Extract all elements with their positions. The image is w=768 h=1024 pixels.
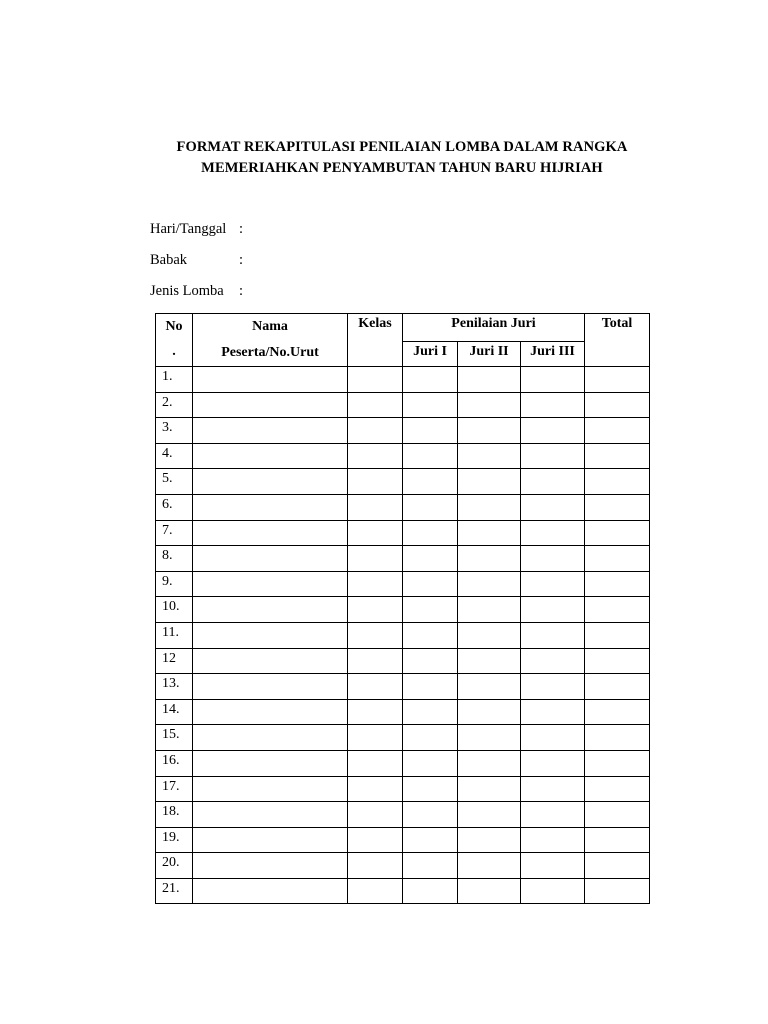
cell-no: 1. <box>156 367 193 393</box>
header-no-line-2: . <box>172 344 176 359</box>
cell-nama[interactable] <box>193 802 348 828</box>
cell-juri-2[interactable] <box>458 520 521 546</box>
cell-juri-1[interactable] <box>403 750 458 776</box>
cell-kelas[interactable] <box>348 699 403 725</box>
cell-juri-3[interactable] <box>521 853 585 879</box>
recap-table <box>155 313 650 904</box>
cell-juri-2[interactable] <box>458 469 521 495</box>
cell-juri-1[interactable] <box>403 827 458 853</box>
cell-nama[interactable] <box>193 853 348 879</box>
cell-juri-3[interactable] <box>521 750 585 776</box>
cell-kelas[interactable] <box>348 853 403 879</box>
cell-juri-1[interactable] <box>403 443 458 469</box>
cell-no: 15. <box>156 725 193 751</box>
cell-juri-2[interactable] <box>458 878 521 904</box>
cell-kelas[interactable] <box>348 827 403 853</box>
meta-babak <box>150 251 243 269</box>
cell-juri-2[interactable] <box>458 802 521 828</box>
cell-nama[interactable] <box>193 443 348 469</box>
cell-juri-1[interactable] <box>403 597 458 623</box>
cell-kelas[interactable] <box>348 443 403 469</box>
babak-label: Babak <box>150 252 188 268</box>
table-body <box>156 367 650 904</box>
cell-no: 20. <box>156 853 193 879</box>
cell-juri-1[interactable] <box>403 469 458 495</box>
cell-juri-2[interactable] <box>458 392 521 418</box>
table-row <box>156 750 650 776</box>
cell-nama[interactable] <box>193 597 348 623</box>
cell-juri-2[interactable] <box>458 674 521 700</box>
cell-kelas[interactable] <box>348 367 403 393</box>
cell-nama[interactable] <box>193 469 348 495</box>
cell-kelas[interactable] <box>348 648 403 674</box>
cell-juri-3[interactable] <box>521 546 585 572</box>
cell-nama[interactable] <box>193 520 348 546</box>
header-kelas: Kelas <box>348 314 403 367</box>
cell-juri-1[interactable] <box>403 648 458 674</box>
table-row <box>156 392 650 418</box>
cell-juri-2[interactable] <box>458 367 521 393</box>
table-row <box>156 469 650 495</box>
cell-juri-2[interactable] <box>458 597 521 623</box>
header-juri-2: Juri II <box>458 341 521 366</box>
cell-no: 6. <box>156 494 193 520</box>
cell-juri-1[interactable] <box>403 802 458 828</box>
title-line-1: FORMAT REKAPITULASI PENILAIAN LOMBA DALAM RANGKA <box>176 139 628 155</box>
cell-juri-2[interactable] <box>458 725 521 751</box>
title-line-2: MEMERIAHKAN PENYAMBUTAN TAHUN BARU HIJRIAH <box>201 160 603 176</box>
cell-kelas[interactable] <box>348 776 403 802</box>
cell-no: 19. <box>156 827 193 853</box>
table-row <box>156 725 650 751</box>
cell-nama[interactable] <box>193 546 348 572</box>
cell-total[interactable] <box>585 853 650 879</box>
cell-total[interactable] <box>585 443 650 469</box>
cell-juri-3[interactable] <box>521 469 585 495</box>
cell-juri-3[interactable] <box>521 776 585 802</box>
cell-no: 17. <box>156 776 193 802</box>
cell-juri-2[interactable] <box>458 418 521 444</box>
cell-no: 5. <box>156 469 193 495</box>
table-row <box>156 648 650 674</box>
cell-juri-3[interactable] <box>521 802 585 828</box>
table-row <box>156 827 650 853</box>
cell-total[interactable] <box>585 494 650 520</box>
cell-juri-2[interactable] <box>458 648 521 674</box>
cell-juri-3[interactable] <box>521 827 585 853</box>
cell-juri-3[interactable] <box>521 674 585 700</box>
cell-nama[interactable] <box>193 750 348 776</box>
cell-total[interactable] <box>585 622 650 648</box>
cell-juri-3[interactable] <box>521 520 585 546</box>
cell-total[interactable] <box>585 674 650 700</box>
cell-total[interactable] <box>585 392 650 418</box>
meta-jenis-lomba <box>150 282 243 300</box>
cell-juri-1[interactable] <box>403 367 458 393</box>
cell-juri-1[interactable] <box>403 776 458 802</box>
cell-nama[interactable] <box>193 827 348 853</box>
cell-total[interactable] <box>585 546 650 572</box>
cell-juri-2[interactable] <box>458 853 521 879</box>
cell-juri-1[interactable] <box>403 725 458 751</box>
hari-tanggal-colon: : <box>239 221 244 237</box>
cell-kelas[interactable] <box>348 469 403 495</box>
cell-juri-1[interactable] <box>403 418 458 444</box>
cell-nama[interactable] <box>193 418 348 444</box>
cell-nama[interactable] <box>193 699 348 725</box>
cell-no: 21. <box>156 878 193 904</box>
cell-juri-3[interactable] <box>521 597 585 623</box>
cell-nama[interactable] <box>193 367 348 393</box>
table-row <box>156 443 650 469</box>
header-total: Total <box>585 314 650 367</box>
cell-juri-2[interactable] <box>458 571 521 597</box>
cell-no: 11. <box>156 622 193 648</box>
cell-nama[interactable] <box>193 494 348 520</box>
cell-nama[interactable] <box>193 776 348 802</box>
hari-tanggal-label: Hari/Tanggal <box>150 221 227 237</box>
cell-juri-1[interactable] <box>403 674 458 700</box>
cell-kelas[interactable] <box>348 520 403 546</box>
jenis-lomba-label: Jenis Lomba <box>150 283 224 299</box>
cell-total[interactable] <box>585 597 650 623</box>
cell-nama[interactable] <box>193 674 348 700</box>
cell-no: 9. <box>156 571 193 597</box>
cell-kelas[interactable] <box>348 750 403 776</box>
cell-nama[interactable] <box>193 878 348 904</box>
cell-no: 8. <box>156 546 193 572</box>
cell-no: 3. <box>156 418 193 444</box>
cell-kelas[interactable] <box>348 494 403 520</box>
cell-kelas[interactable] <box>348 674 403 700</box>
cell-juri-2[interactable] <box>458 776 521 802</box>
header-no <box>156 314 193 367</box>
cell-kelas[interactable] <box>348 392 403 418</box>
cell-juri-2[interactable] <box>458 546 521 572</box>
cell-nama[interactable] <box>193 571 348 597</box>
cell-juri-1[interactable] <box>403 699 458 725</box>
cell-kelas[interactable] <box>348 622 403 648</box>
cell-juri-3[interactable] <box>521 494 585 520</box>
cell-nama[interactable] <box>193 392 348 418</box>
cell-nama[interactable] <box>193 648 348 674</box>
cell-juri-2[interactable] <box>458 699 521 725</box>
table-row <box>156 776 650 802</box>
cell-total[interactable] <box>585 418 650 444</box>
cell-juri-3[interactable] <box>521 648 585 674</box>
table-row <box>156 802 650 828</box>
cell-juri-2[interactable] <box>458 443 521 469</box>
cell-juri-3[interactable] <box>521 443 585 469</box>
table-row <box>156 878 650 904</box>
table-row <box>156 674 650 700</box>
cell-total[interactable] <box>585 469 650 495</box>
cell-juri-1[interactable] <box>403 853 458 879</box>
header-no-line-1: No <box>165 319 183 334</box>
cell-juri-2[interactable] <box>458 750 521 776</box>
header-nama-line-1: Nama <box>252 319 288 334</box>
cell-nama[interactable] <box>193 622 348 648</box>
header-juri-3: Juri III <box>521 341 585 366</box>
cell-no: 2. <box>156 392 193 418</box>
cell-juri-1[interactable] <box>403 571 458 597</box>
cell-kelas[interactable] <box>348 546 403 572</box>
cell-juri-1[interactable] <box>403 392 458 418</box>
cell-kelas[interactable] <box>348 418 403 444</box>
table-row <box>156 597 650 623</box>
cell-kelas[interactable] <box>348 878 403 904</box>
cell-total[interactable] <box>585 750 650 776</box>
cell-no: 18. <box>156 802 193 828</box>
table-row <box>156 367 650 393</box>
header-juri-1: Juri I <box>403 341 458 366</box>
table-row <box>156 494 650 520</box>
cell-nama[interactable] <box>193 725 348 751</box>
cell-kelas[interactable] <box>348 571 403 597</box>
cell-juri-1[interactable] <box>403 878 458 904</box>
cell-juri-1[interactable] <box>403 546 458 572</box>
cell-total[interactable] <box>585 725 650 751</box>
cell-total[interactable] <box>585 827 650 853</box>
cell-total[interactable] <box>585 367 650 393</box>
cell-no: 16. <box>156 750 193 776</box>
cell-juri-3[interactable] <box>521 571 585 597</box>
table-row <box>156 546 650 572</box>
cell-total[interactable] <box>585 520 650 546</box>
cell-juri-2[interactable] <box>458 827 521 853</box>
header-nama <box>193 314 348 367</box>
cell-total[interactable] <box>585 699 650 725</box>
cell-juri-3[interactable] <box>521 622 585 648</box>
cell-juri-3[interactable] <box>521 367 585 393</box>
cell-juri-3[interactable] <box>521 418 585 444</box>
header-penilaian-juri: Penilaian Juri <box>403 314 585 342</box>
table-row <box>156 571 650 597</box>
cell-kelas[interactable] <box>348 597 403 623</box>
table-row <box>156 699 650 725</box>
cell-kelas[interactable] <box>348 725 403 751</box>
cell-total[interactable] <box>585 802 650 828</box>
meta-hari-tanggal <box>150 220 243 238</box>
cell-juri-1[interactable] <box>403 520 458 546</box>
cell-juri-3[interactable] <box>521 699 585 725</box>
table-row <box>156 853 650 879</box>
table-row <box>156 622 650 648</box>
cell-juri-3[interactable] <box>521 878 585 904</box>
table-row <box>156 520 650 546</box>
cell-juri-3[interactable] <box>521 725 585 751</box>
cell-juri-3[interactable] <box>521 392 585 418</box>
cell-juri-2[interactable] <box>458 622 521 648</box>
cell-no: 13. <box>156 674 193 700</box>
cell-kelas[interactable] <box>348 802 403 828</box>
cell-juri-2[interactable] <box>458 494 521 520</box>
cell-no: 14. <box>156 699 193 725</box>
jenis-lomba-colon: : <box>239 283 244 299</box>
table-row <box>156 418 650 444</box>
cell-juri-1[interactable] <box>403 494 458 520</box>
header-nama-line-2: Peserta/No.Urut <box>221 345 319 360</box>
cell-no: 12 <box>156 648 193 674</box>
cell-no: 10. <box>156 597 193 623</box>
cell-total[interactable] <box>585 571 650 597</box>
cell-juri-1[interactable] <box>403 622 458 648</box>
document-title <box>0 137 768 179</box>
cell-total[interactable] <box>585 776 650 802</box>
cell-total[interactable] <box>585 878 650 904</box>
cell-no: 4. <box>156 443 193 469</box>
cell-total[interactable] <box>585 648 650 674</box>
cell-no: 7. <box>156 520 193 546</box>
babak-colon: : <box>239 252 244 268</box>
